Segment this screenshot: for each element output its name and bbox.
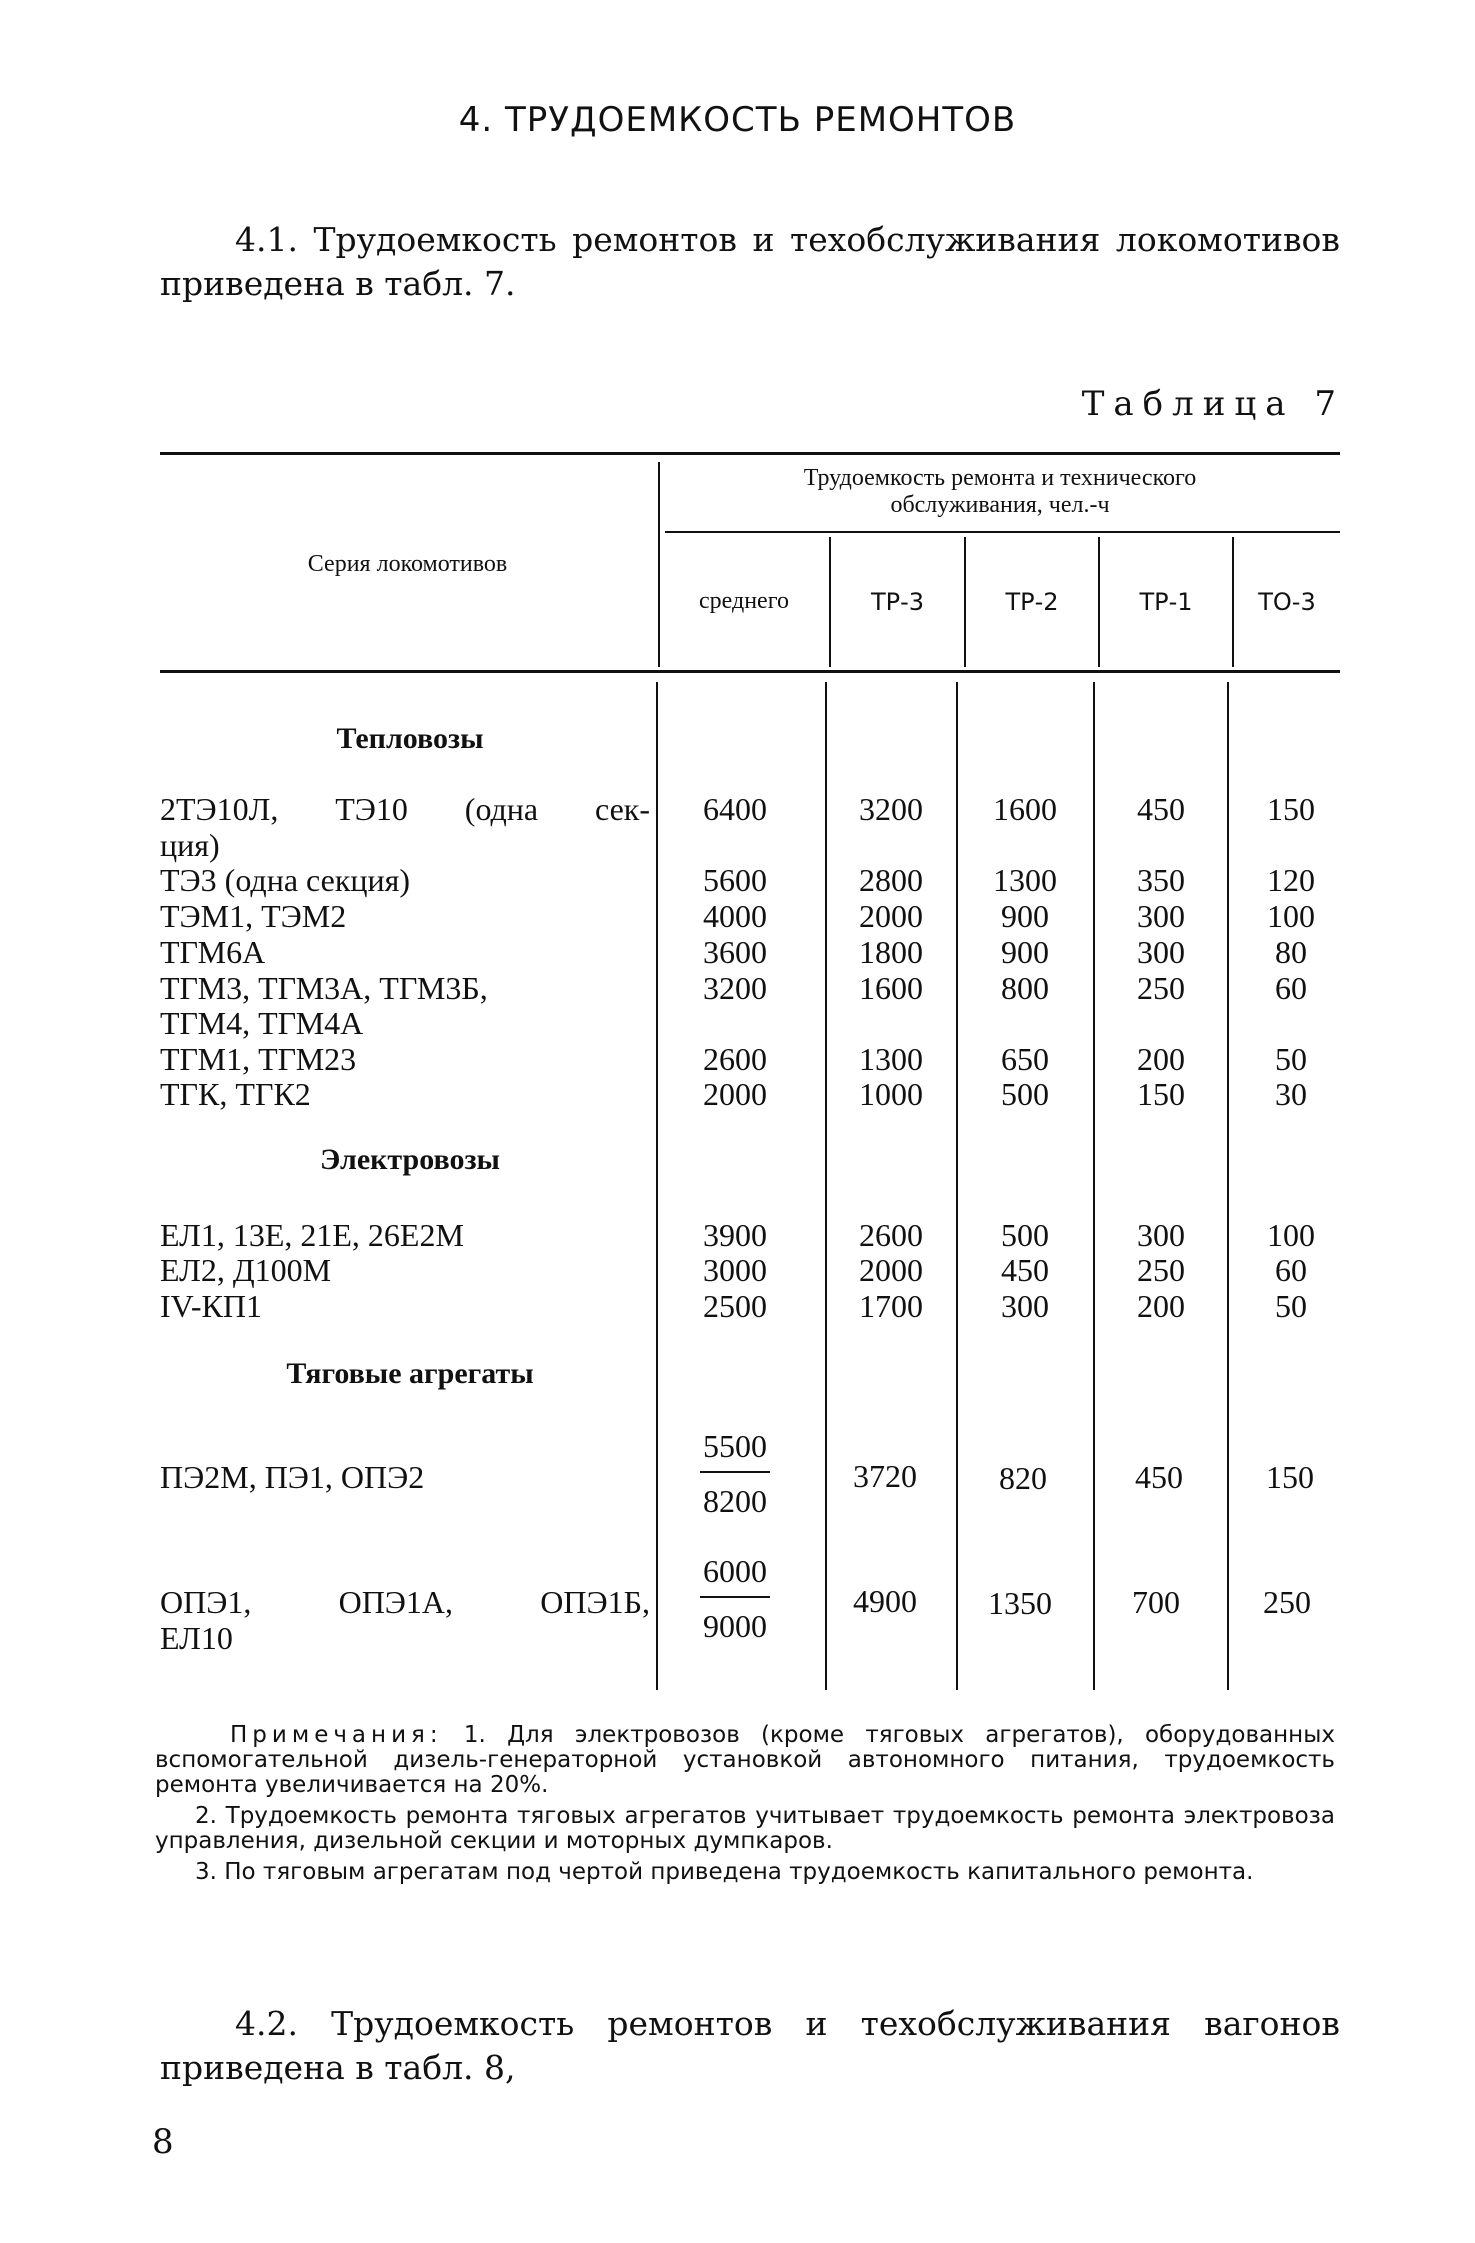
group-header-line1: Трудоемкость ремонта и технического — [803, 465, 1197, 491]
fraction-bottom: 9000 — [703, 1608, 767, 1644]
row-name: ТГМ3, ТГМ3А, ТГМ3Б, — [160, 970, 488, 1006]
table-cell: 80 — [1275, 934, 1307, 970]
table-cell: 1700 — [859, 1288, 923, 1324]
table-cell: 2600 — [703, 1041, 767, 1077]
table-label: Таблица 7 — [1081, 384, 1345, 424]
table-cell: 3200 — [859, 791, 923, 827]
table-cell: 1800 — [859, 934, 923, 970]
body-divider — [1093, 682, 1095, 1690]
table-cell: 3900 — [703, 1217, 767, 1253]
table-cell: 2000 — [703, 1076, 767, 1112]
fraction-bottom: 8200 — [703, 1483, 767, 1519]
table-cell: 1350 — [988, 1585, 1052, 1621]
table-cell: 2600 — [859, 1217, 923, 1253]
table-cell: 2800 — [859, 862, 923, 898]
table-cell: 200 — [1137, 1288, 1185, 1324]
column-header-tr2: ТР-2 — [1005, 588, 1059, 616]
row-name: 2ТЭ10Л, ТЭ10 (одна сек- — [160, 791, 650, 827]
note-1 — [155, 1723, 1335, 1798]
group-header-line2: обслуживания, чел.-ч — [890, 492, 1110, 518]
table-cell: 60 — [1275, 1252, 1307, 1288]
table-cell: 300 — [1137, 934, 1185, 970]
table-cell: 450 — [1135, 1459, 1183, 1495]
table-cell: 2000 — [859, 1252, 923, 1288]
row-name: ПЭ2М, ПЭ1, ОПЭ2 — [160, 1459, 425, 1495]
table-cell: 250 — [1263, 1584, 1311, 1620]
paragraph-4-2: 4.2. Трудоемкость ремонтов и техобслуживания вагонов приведена в табл. 8, — [160, 2004, 1340, 2087]
table-cell: 3720 — [853, 1458, 917, 1494]
row-name: ЕЛ1, 13Е, 21Е, 26Е2М — [160, 1217, 464, 1253]
table-cell: 500 — [1001, 1217, 1049, 1253]
table-cell: 4900 — [853, 1583, 917, 1619]
group-title-teplovozy: Тепловозы — [336, 722, 484, 755]
note-1-text: 1. Для электровозов (кроме тяговых агрегатов), оборудованных вспомогательной дизель-генераторной установкой автономного питания, трудоемкость ремонта увеличивается на 20%. — [155, 1722, 1335, 1798]
row-name: ТЭ3 (одна секция) — [160, 862, 410, 898]
table-cell: 1000 — [859, 1076, 923, 1112]
column-header-to3: ТО-3 — [1258, 588, 1316, 616]
table-cell: 150 — [1267, 791, 1315, 827]
table-notes — [155, 1723, 1335, 1891]
table-cell: 350 — [1137, 862, 1185, 898]
table-cell: 2500 — [703, 1288, 767, 1324]
table-cell: 900 — [1001, 898, 1049, 934]
table-cell: 200 — [1137, 1041, 1185, 1077]
table-cell: 30 — [1275, 1076, 1307, 1112]
page-number: 8 — [152, 2122, 174, 2162]
table-cell: 450 — [1001, 1252, 1049, 1288]
row-name: ТГК, ТГК2 — [160, 1076, 311, 1112]
table-cell: 900 — [1001, 934, 1049, 970]
row-name: IV-КП1 — [160, 1288, 262, 1324]
table-cell: 500 — [1001, 1076, 1049, 1112]
stub-header: Серия локомотивов — [307, 551, 508, 577]
row-name: ТГМ1, ТГМ23 — [160, 1041, 357, 1077]
table-cell: 60 — [1275, 970, 1307, 1006]
table-cell: 1600 — [993, 791, 1057, 827]
table-cell: 3200 — [703, 970, 767, 1006]
table-cell: 5600 — [703, 862, 767, 898]
table-cell: 150 — [1137, 1076, 1185, 1112]
table-cell: 700 — [1132, 1584, 1180, 1620]
fraction-line — [700, 1471, 770, 1473]
group-title-elektrovozy: Электровозы — [320, 1143, 500, 1176]
table-cell: 250 — [1137, 1252, 1185, 1288]
table-cell: 250 — [1137, 970, 1185, 1006]
column-header-srednego: среднего — [699, 588, 789, 614]
table-cell: 800 — [1001, 970, 1049, 1006]
table-cell: 100 — [1267, 898, 1315, 934]
table-top-rule — [160, 452, 1340, 455]
body-divider — [656, 682, 658, 1690]
table-cell: 820 — [999, 1460, 1047, 1496]
table-header-bottom-rule — [160, 670, 1340, 673]
row-name: ция) — [160, 827, 220, 863]
row-name: ОПЭ1, ОПЭ1А, ОПЭ1Б, — [160, 1584, 650, 1620]
table-cell: 50 — [1275, 1041, 1307, 1077]
table-cell: 1300 — [993, 862, 1057, 898]
note-3: 3. По тяговым агрегатам под чертой приведена трудоемкость капитального ремонта. — [195, 1859, 1254, 1885]
table-cell: 300 — [1001, 1288, 1049, 1324]
row-name: ЕЛ2, Д100М — [160, 1252, 332, 1288]
fraction-top: 6000 — [703, 1553, 767, 1589]
table-cell: 150 — [1266, 1459, 1314, 1495]
row-name: ЕЛ10 — [160, 1620, 233, 1656]
table-cell: 2000 — [859, 898, 923, 934]
table-cell: 450 — [1137, 791, 1185, 827]
intro-paragraph: 4.1. Трудоемкость ремонтов и техобслуживания локомотивов приведена в табл. 7. — [160, 220, 1340, 303]
group-title-tyagovye: Тяговые агрегаты — [286, 1357, 534, 1390]
column-header-tr1: ТР-1 — [1139, 588, 1193, 616]
body-divider — [1227, 682, 1229, 1690]
table-cell: 1600 — [859, 970, 923, 1006]
column-header-tr3: ТР-3 — [870, 588, 925, 616]
table-cell: 650 — [1001, 1041, 1049, 1077]
table-cell: 100 — [1267, 1217, 1315, 1253]
body-divider — [956, 682, 958, 1690]
table-cell: 50 — [1275, 1288, 1307, 1324]
fraction-top: 5500 — [703, 1428, 767, 1464]
table-cell: 6400 — [703, 791, 767, 827]
fraction-line — [700, 1596, 770, 1598]
section-heading: 4. ТРУДОЕМКОСТЬ РЕМОНТОВ — [458, 100, 1017, 140]
row-name: ТЭМ1, ТЭМ2 — [160, 898, 347, 934]
table-cell: 4000 — [703, 898, 767, 934]
table-cell: 300 — [1137, 1217, 1185, 1253]
table-cell: 120 — [1267, 862, 1315, 898]
table-subheader-rule — [665, 531, 1340, 533]
row-name: ТГМ6А — [160, 934, 266, 970]
table-cell: 300 — [1137, 898, 1185, 934]
table-cell: 1300 — [859, 1041, 923, 1077]
table-cell: 3600 — [703, 934, 767, 970]
table-cell: 3000 — [703, 1252, 767, 1288]
body-divider — [825, 682, 827, 1690]
row-name: ТГМ4, ТГМ4А — [160, 1005, 364, 1041]
notes-label: Примечания: — [230, 1722, 443, 1748]
note-2: 2. Трудоемкость ремонта тяговых агрегатов учитывает трудоемкость ремонта электровоза управления, дизельной секции и моторных думпкаров. — [155, 1803, 1335, 1854]
